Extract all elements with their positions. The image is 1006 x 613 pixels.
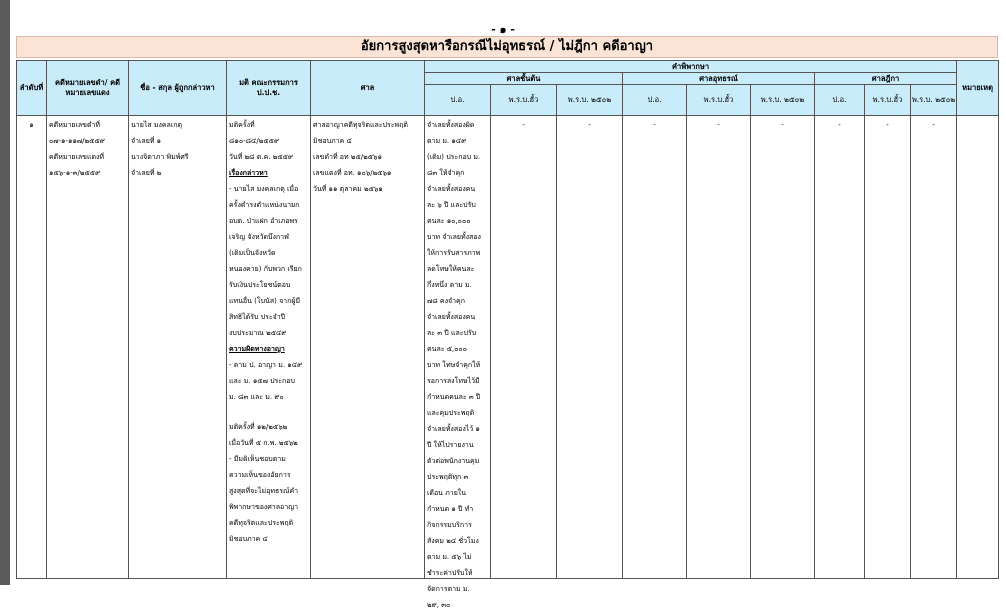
text-line: อบต. ป่าแฝก อำเภอพร [229,217,298,225]
text-line: นายไส มงคลเกตุ [131,121,183,129]
text-line: ๘๑๐-๘๔/๒๕๕๙ [229,137,280,145]
text-line: รับเงินประโยชน์ตอบ [229,281,291,289]
text-line: งบประมาณ ๒๕๔๙ [229,329,287,337]
header-first-act1: พ.ร.บ.ฮั้ว [491,85,557,116]
text-line: นางจิตาภา พิมพ์ศรี [131,153,189,161]
cell-remark [957,116,999,579]
text-line: กิจกรรมบริการ [427,521,472,529]
text-line: ละ ๖ ปี และปรับ [427,201,476,209]
text-line: กำหนดคนละ ๓ ปี [427,393,481,401]
header-first-pa: ป.อ. [425,85,491,116]
window-left-edge [0,0,10,585]
text-line: ประพฤติทุก ๓ [427,473,469,481]
header-supreme-pa: ป.อ. [815,85,865,116]
text-line: มิชอบภาค ๔ [313,137,352,145]
header-first-court: ศาลชั้นต้น [425,73,623,85]
text-line: ๒๙, ๓๐ [427,601,451,609]
cell-first-court-act1: - [491,116,557,579]
text-line: จัดการตาม ม. [427,585,470,593]
text-line: จำเลยที่ ๒ [131,169,162,177]
text-line: แทนอื่น (โบนัส) จากผู้มี [229,297,301,305]
text-line: (เดิมเป็นจังหวัด [229,249,276,257]
header-supreme-act2: พ.ร.บ. ๒๕๐๒ [911,85,957,116]
text-line: เมื่อวันที่ ๕ ก.พ. ๒๕๖๒ [229,439,298,447]
text-line: ลดโทษให้คนละ [427,265,475,273]
text-line: บาท โทษจำคุกให้ [427,361,481,369]
cell-appeal-pa: - [623,116,687,579]
heading-allegation: เรื่องกล่าวหา [229,169,268,177]
text-line: เจริญ จังหวัดบึงกาฬ [229,233,289,241]
text-line: วันที่ ๑๑ ตุลาคม ๒๕๖๑ [313,185,383,193]
header-appeal-act1: พ.ร.บ.ฮั้ว [687,85,751,116]
cell-supreme-act1: - [865,116,911,579]
text-line: พิพากษาของศาลอาญา [229,503,299,511]
cell-appeal-act2: - [751,116,815,579]
text-line: - มีมติเห็นชอบตาม [229,455,286,463]
text-line: หนองคาย) กับพวก เรียก [229,265,302,273]
cell-accused-name [129,116,227,579]
header-court: ศาล [311,61,425,116]
text-line: คนละ ๕,๐๐๐ [427,345,468,353]
text-line: สิทธิได้รับ ประจำปี [229,313,286,321]
case-table [16,60,999,609]
page-number: - ๑ - [491,23,515,36]
text-line: กำหนด ๑ ปี ทำ [427,505,474,513]
text-line: ครั้งดำรงตำแหน่งนายก [229,201,300,209]
text-line: คนละ ๑๐,๐๐๐ [427,217,471,225]
text-line: บาท จำเลยทั้งสอง [427,233,481,241]
text-line: รอการลงโทษไว้มี [427,377,480,385]
cell-supreme-pa: - [815,116,865,579]
document-title: อัยการสูงสุดหารือกรณีไม่อุทธรณ์ / ไม่ฎีกา คดีอาญา [16,36,998,58]
text-line: คดีหมายเลขดำที่ [49,121,101,129]
text-line: เลขดำที่ อท ๒๕/๒๕๖๑ [313,153,382,161]
text-line: ๘๓ ให้จำคุก [427,169,465,177]
text-line: วันที่ ๒๘ ต.ค. ๒๕๕๙ [229,153,294,161]
text-line: และ ม. ๑๕๗ ประกอบ [229,377,295,385]
header-supreme-court: ศาลฎีกา [815,73,957,85]
header-remark: หมายเหตุ [957,61,999,116]
header-supreme-act1: พ.ร.บ.ฮั้ว [865,85,911,116]
header-appeal-act2: พ.ร.บ. ๒๕๐๒ [751,85,815,116]
text-line: คดีหมายเลขแดงที่ [49,153,105,161]
text-line: ๗๘ คงจำคุก [427,297,465,305]
header-appeal-pa: ป.อ. [623,85,687,116]
text-line: จำเลยทั้งสองคน [427,185,476,193]
text-line: เดือน ภายใน [427,489,467,497]
text-line: มติครั้งที่ [229,121,255,129]
cell-supreme-act2: - [911,116,957,579]
text-line: คดีทุจริตและประพฤติ [229,519,294,527]
text-line: จำเลยทั้งสองไว้ ๑ [427,425,480,433]
text-line: ชำระค่าปรับให้ [427,569,473,577]
text-line: ตาม ม. ๑๔๙ [427,137,467,145]
cell-no: ๑ [17,116,47,579]
header-no: ลำดับที่ [17,61,47,116]
cell-appeal-act1: - [687,116,751,579]
text-line: - นายไส มงคลเกตุ เมื่อ [229,185,299,193]
text-line: จำเลยทั้งสองผิด [427,121,475,129]
cell-case-number [47,116,129,579]
header-accused-name: ชื่อ - สกุล ผู้ถูกกล่าวหา [129,61,227,116]
text-line: ปี ให้ไปรายงาน [427,441,474,449]
cell-court [311,116,425,579]
text-line: สูงสุดที่จะไม่อุทธรณ์คำ [229,487,299,495]
cell-first-court-pa [425,116,491,609]
text-line: จำเลยทั้งสองคน [427,313,476,321]
text-line: จำเลยที่ ๑ [131,137,162,145]
header-judgment: คำพิพากษา [425,61,957,73]
text-line: ศาลอาญาคดีทุจริตและประพฤติ [313,121,408,129]
text-line: ให้การรับสารภาพ [427,249,481,257]
text-line: ละ ๓ ปี และปรับ [427,329,477,337]
text-line: กึ่งหนึ่ง ตาม ม. [427,281,472,289]
text-line: เลขแดงที่ อท. ๑๐๖/๒๕๖๑ [313,169,392,177]
header-first-act2: พ.ร.บ. ๒๕๐๒ [557,85,623,116]
text-line: ๐๗-๑-๑๑๗/๒๕๕๙ [49,137,105,145]
header-resolution: มติ คณะกรรมการ ป.ป.ช. [227,61,311,116]
cell-resolution [227,116,311,579]
heading-criminal-offense: ความผิดทางอาญา [229,345,285,353]
text-line: - ตาม ป. อาญา ม. ๑๔๙ [229,361,303,369]
text-line: สังคม ๒๔ ชั่วโมง [427,537,479,545]
header-case-number: คดีหมายเลขดำ/ คดีหมายเลขแดง [47,61,129,116]
text-line: ความเห็นของอัยการ [229,471,291,479]
header-appeal-court: ศาลอุทธรณ์ [623,73,815,85]
text-line: มิชอบภาค ๔ [229,535,268,543]
text-line: ม. ๘๓ และ ม. ๙๐ [229,393,284,401]
cell-first-court-act2: - [557,116,623,579]
text-line: (เดิม) ประกอบ ม. [427,153,481,161]
text-line: ๑๕๖-๑-๓/๒๕๕๙ [49,169,101,177]
text-line: ตัวต่อพนักงานคุม [427,457,480,465]
table-row [17,116,999,579]
text-line: มติครั้งที่ ๑๒/๒๕๖๒ [229,423,288,431]
text-line: และคุมประพฤติ [427,409,475,417]
text-line: ตาม ม. ๕๖ ไม่ [427,553,472,561]
